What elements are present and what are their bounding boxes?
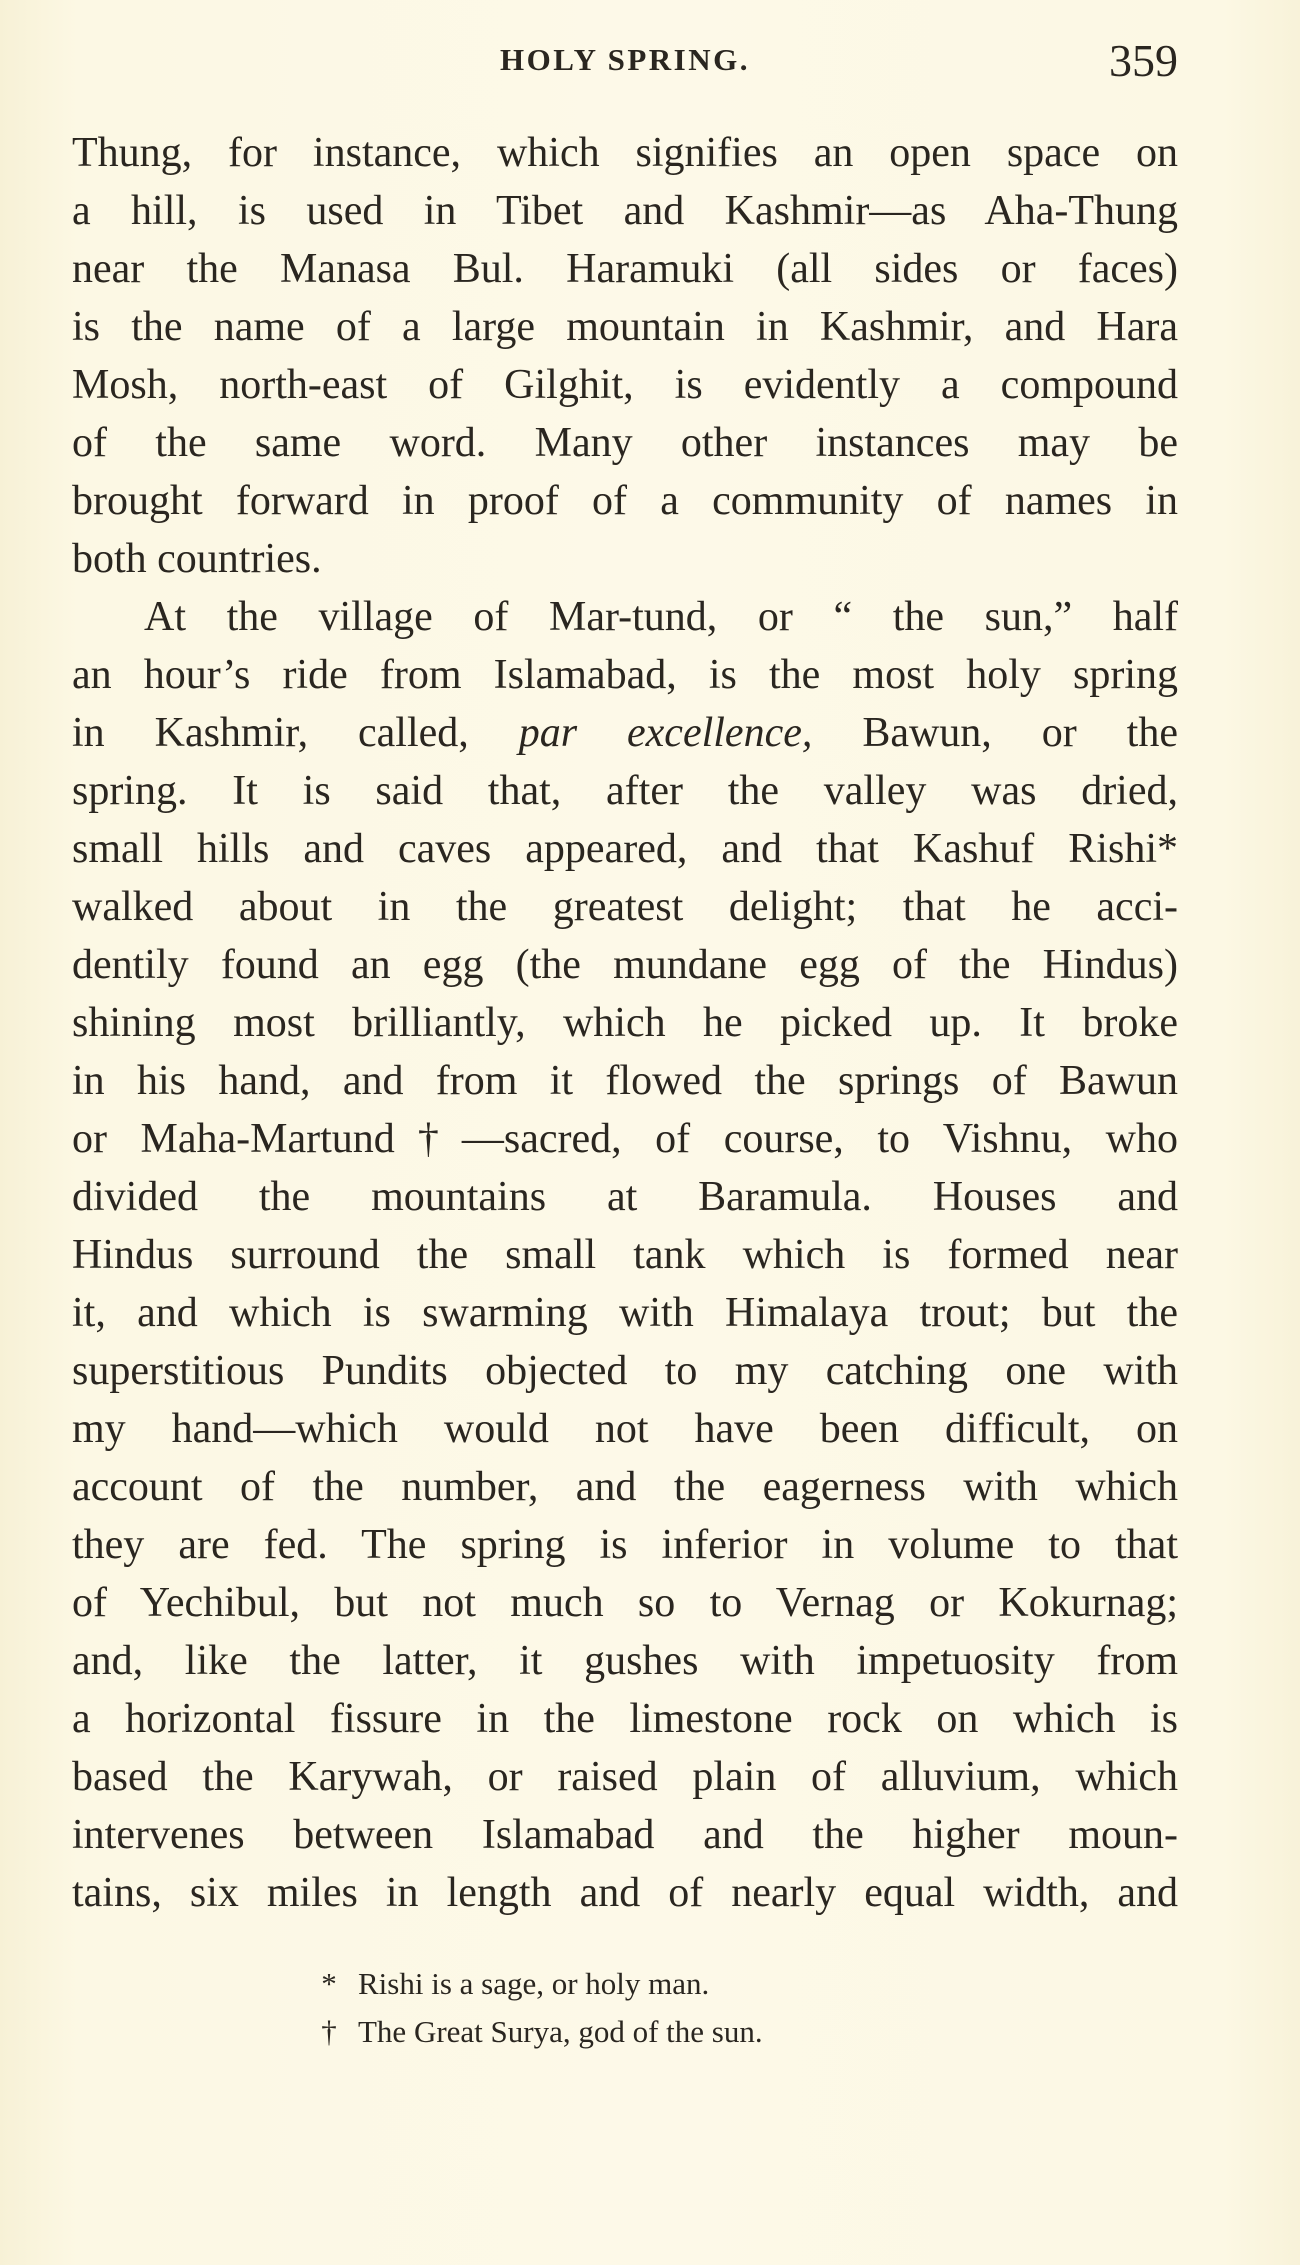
text-line: my hand—which would not have been difficult, on: [72, 1406, 1178, 1452]
text-line: a horizontal fissure in the limestone rock on which is: [72, 1696, 1178, 1742]
footnote-marker: *: [321, 1966, 337, 2001]
text-line: intervenes between Islamabad and the higher moun-: [72, 1812, 1178, 1858]
footnote: [310, 1960, 1010, 2008]
text-line: it, and which is swarming with Himalaya trout; but the: [72, 1290, 1178, 1336]
text-line: shining most brilliantly, which he picked up. It broke: [72, 1000, 1178, 1046]
text-line: small hills and caves appeared, and that Kashuf Rishi*: [72, 826, 1178, 872]
text-line: or Maha-Martund†—sacred, of course, to Vishnu, who: [72, 1116, 1178, 1162]
text-line: brought forward in proof of a community of names in: [72, 478, 1178, 524]
text-line: dentily found an egg (the mundane egg of the Hindus): [72, 942, 1178, 988]
text-line: and, like the latter, it gushes with impetuosity from: [72, 1638, 1178, 1684]
footnote: [310, 2008, 1010, 2056]
text-line: both countries.: [72, 536, 322, 582]
body-text: [72, 124, 1178, 1922]
text-line: Thung, for instance, which signifies an open space on: [72, 130, 1178, 176]
text-line: near the Manasa Bul. Haramuki (all sides or faces): [72, 246, 1178, 292]
text-line: a hill, is used in Tibet and Kashmir—as Aha-Thung: [72, 188, 1178, 234]
text-line: At the village of Mar-tund, or “ the sun,” half: [144, 594, 1178, 640]
running-head: HOLY SPRING.: [500, 42, 750, 77]
text-line: [72, 704, 1178, 762]
text-line: of the same word. Many other instances may be: [72, 420, 1178, 466]
text-line: divided the mountains at Baramula. Houses and: [72, 1174, 1178, 1220]
footnote-text: Rishi is a sage, or holy man.: [358, 1966, 710, 2001]
text-line: walked about in the greatest delight; that he acci-: [72, 884, 1178, 930]
text-line: Mosh, north-east of Gilghit, is evidently a compound: [72, 362, 1178, 408]
text-line: spring. It is said that, after the valley was dried,: [72, 768, 1178, 814]
footnote-marker: †: [321, 2014, 337, 2049]
text-line: superstitious Pundits objected to my catching one with: [72, 1348, 1178, 1394]
text-line: tains, six miles in length and of nearly equal width, and: [72, 1870, 1178, 1916]
text-line: in his hand, and from it flowed the springs of Bawun: [72, 1058, 1178, 1104]
italic-phrase: par excellence,: [518, 710, 813, 756]
text-line: they are fed. The spring is inferior in volume to that: [72, 1522, 1178, 1568]
footnote-text: The Great Surya, god of the sun.: [358, 2014, 763, 2049]
text-span: in Kashmir, called,: [72, 710, 469, 756]
text-line: an hour’s ride from Islamabad, is the most holy spring: [72, 652, 1178, 698]
text-line: based the Karywah, or raised plain of alluvium, which: [72, 1754, 1178, 1800]
page-number: 359: [1109, 35, 1178, 86]
page-header: [72, 34, 1178, 90]
footnotes: [310, 1960, 1010, 2056]
text-line: Hindus surround the small tank which is formed near: [72, 1232, 1178, 1278]
text-line: of Yechibul, but not much so to Vernag or Kokurnag;: [72, 1580, 1178, 1626]
text-span: Bawun, or the: [862, 710, 1178, 756]
text-line: account of the number, and the eagerness with which: [72, 1464, 1178, 1510]
text-line: is the name of a large mountain in Kashmir, and Hara: [72, 304, 1178, 350]
